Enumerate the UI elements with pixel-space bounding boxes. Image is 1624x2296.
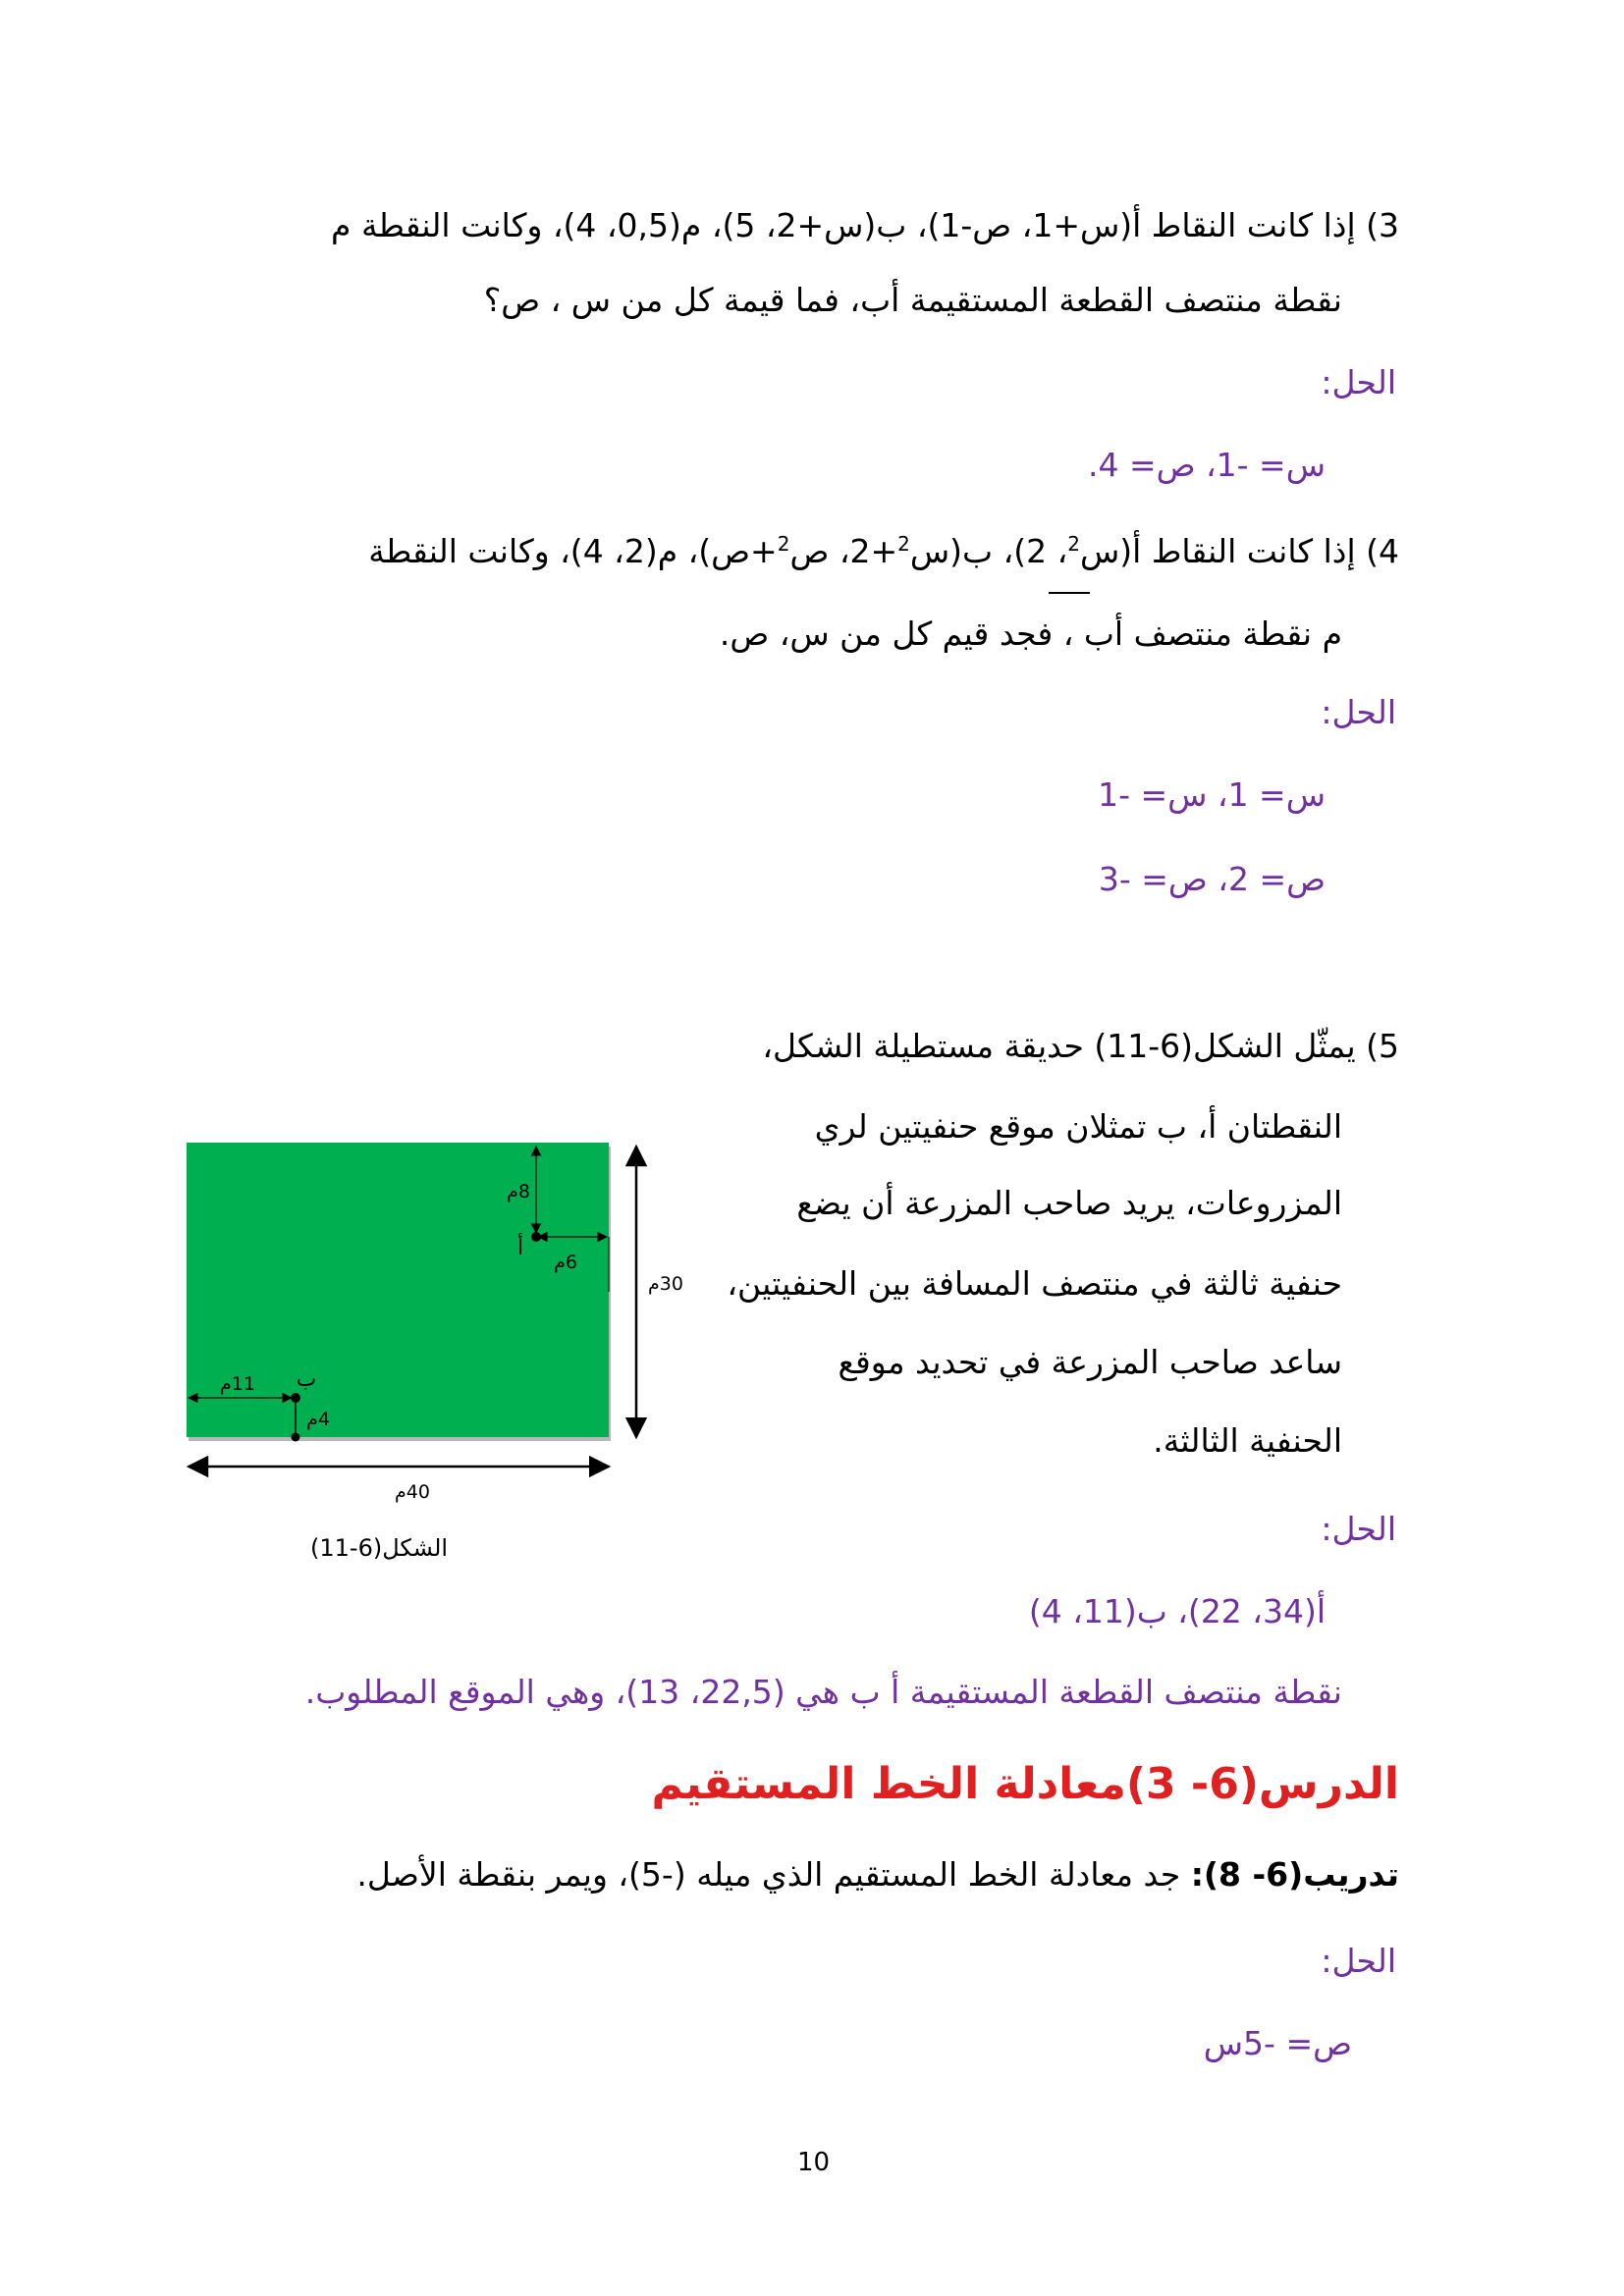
q5-solution-label: الحل: [1321, 1510, 1396, 1548]
q4-line-1 [368, 530, 1399, 573]
q3-solution-label: الحل: [1321, 363, 1396, 401]
drill-answer: ص= -5س [1203, 2024, 1352, 2062]
q3-answer: س= -1، ص= 4. [1087, 446, 1326, 484]
q4-text-part-4: +ص)، م(2، 4)، وكانت النقطة [368, 532, 778, 570]
drill-solution-label: الحل: [1321, 1942, 1396, 1980]
dim-8-label: 8م [507, 1181, 530, 1202]
point-b [291, 1393, 300, 1403]
q4-superscript-1: 2 [1067, 532, 1080, 556]
q4-answer-1: س= 1، س= -1 [1098, 775, 1326, 814]
drill-line [356, 1853, 1399, 1896]
q5-line-4: حنفية ثالثة في منتصف المسافة بين الحنفيتين، [727, 1264, 1342, 1303]
q4-text-part-2: ، 2)، ب(س [909, 532, 1068, 570]
q4-text-part-3: +2، ص [789, 532, 898, 570]
q5-line-3: المزروعات، يريد صاحب المزرعة أن يضع [796, 1184, 1342, 1222]
dim-11-label: 11م [220, 1373, 255, 1395]
garden-figure [177, 1129, 687, 1541]
drill-label: تدريب(6- 8): [1190, 1855, 1399, 1894]
point-a [531, 1232, 541, 1242]
dim-4-label: 4م [306, 1409, 330, 1430]
q4-segment-overbar [1049, 592, 1090, 594]
q5-line-2: النقطتان أ، ب تمثلان موقع حنفيتين لري [814, 1107, 1342, 1146]
q5-line-6: الحنفية الثالثة. [1153, 1421, 1342, 1460]
dim-40-label: 40م [395, 1481, 430, 1503]
q5-line-5: ساعد صاحب المزرعة في تحديد موقع [838, 1343, 1342, 1381]
q3-line-1: 3) إذا كانت النقاط أ(س+1، ص-1)، ب(س+2، 5)، م(0,5، 4)، وكانت النقطة م [331, 206, 1399, 244]
q5-line-1: 5) يمثّل الشكل(6-11) حديقة مستطيلة الشكل، [762, 1027, 1399, 1065]
figure-caption: الشكل(6-11) [310, 1534, 449, 1562]
q5-answer-2: نقطة منتصف القطعة المستقيمة أ ب هي (22,5، 13)، وهي الموقع المطلوب. [304, 1673, 1342, 1711]
q5-answer-1: أ(34، 22)، ب(11، 4) [1028, 1592, 1326, 1630]
point-a-label: أ [516, 1236, 524, 1260]
dim-30-label: 30م [648, 1273, 683, 1295]
q4-line-2: م نقطة منتصف أب ، فجد قيم كل من س، ص. [719, 614, 1342, 653]
q4-superscript-3: 2 [777, 532, 790, 556]
point-b-base [292, 1433, 300, 1442]
q4-answer-2: ص= 2، ص= -3 [1098, 860, 1326, 898]
q4-solution-label: الحل: [1321, 693, 1396, 731]
q3-line-2: نقطة منتصف القطعة المستقيمة أب، فما قيمة كل من س ، ص؟ [483, 281, 1342, 319]
point-b-label: ب [296, 1367, 317, 1392]
lesson-heading: الدرس(6- 3)معادلة الخط المستقيم [651, 1759, 1399, 1809]
drill-text: جد معادلة الخط المستقيم الذي ميله (-5)، ويمر بنقطة الأصل. [356, 1855, 1191, 1894]
q4-superscript-2: 2 [897, 532, 910, 556]
q4-text-part-1: 4) إذا كانت النقاط أ(س [1080, 532, 1399, 570]
dim-6-label: 6م [554, 1252, 577, 1273]
page-number: 10 [797, 2148, 831, 2177]
